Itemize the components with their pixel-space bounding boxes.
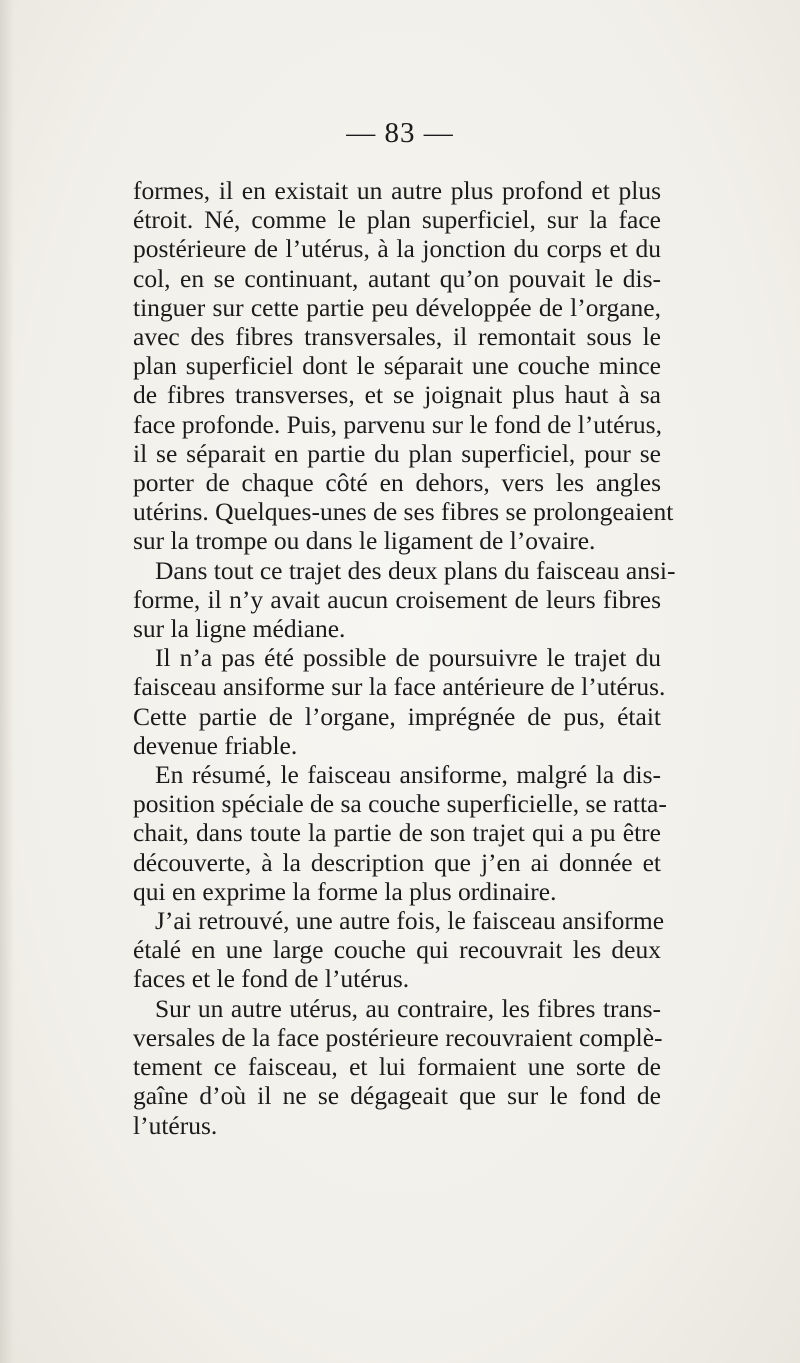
paragraph-3 [133,643,666,760]
page-edge-shadow [0,0,14,1363]
paragraph-1 [133,176,674,556]
text-line: l’utérus. [133,1110,218,1140]
paragraph-6 [133,994,661,1140]
text-line: il se séparait en partie du plan superficiel, pour se [133,438,661,468]
paragraph-4 [133,760,667,906]
text-line: J’ai retrouvé, une autre fois, le faisceau ansiforme [155,906,665,936]
text-line: chait, dans toute la partie de son trajet qui a pu être [133,818,661,848]
text-line: qui en exprime la forme la plus ordinaire. [133,876,557,906]
text-line: sur la ligne médiane. [133,614,346,644]
text-line: versales de la face postérieure recouvraient complè- [133,1022,663,1052]
text-line: tement ce faisceau, et lui formaient une sorte de [133,1052,661,1082]
text-line: étroit. Né, comme le plan superficiel, sur la face [133,205,661,235]
text-line: tinguer sur cette partie peu développée de l’organe, [133,292,661,322]
text-line: formes, il en existait un autre plus profond et plus [133,176,661,205]
text-line: plan superficiel dont le séparait une couche mince [133,351,661,381]
text-line: face profonde. Puis, parvenu sur le fond de l’utérus, [133,409,662,439]
paragraph-5 [133,906,665,994]
text-line: devenue friable. [133,730,298,760]
text-line: postérieure de l’utérus, à la jonction du corps et du [133,234,661,264]
text-line: porter de chaque côté en dehors, vers les angles [133,468,661,498]
paragraph-2 [133,555,676,644]
text-line: avec des fibres transversales, il remontait sous le [133,322,661,352]
page-number: — 83 — [346,117,454,149]
text-line: col, en se continuant, autant qu’on pouvait le dis- [133,263,661,293]
body-text [133,176,676,1140]
text-line: faisceau ansiforme sur la face antérieure de l’utérus. [133,672,666,702]
text-line: Dans tout ce trajet des deux plans du faisceau ansi- [155,555,676,585]
text-line: gaîne d’où il ne se dégageait que sur le fond de [133,1081,661,1111]
text-line: sur la trompe ou dans le ligament de l’ovaire. [133,526,596,556]
text-line: découverte, à la description que j’en ai donnée et [133,847,661,877]
text-line: utérins. Quelques-unes de ses fibres se prolongeaient [133,497,674,527]
text-line: forme, il n’y avait aucun croisement de leurs fibres [133,584,661,614]
text-line: Sur un autre utérus, au contraire, les fibres trans- [155,993,661,1023]
text-line: position spéciale de sa couche superficielle, se ratta- [133,789,667,819]
text-line: En résumé, le faisceau ansiforme, malgré la dis- [155,760,661,790]
text-line: Il n’a pas été possible de poursuivre le trajet du [155,643,661,673]
text-line: Cette partie de l’organe, imprégnée de pus, était [133,701,661,731]
text-line: faces et le fond de l’utérus. [133,964,410,994]
text-line: étalé en une large couche qui recouvrait les deux [133,935,661,965]
text-line: de fibres transverses, et se joignait plus haut à sa [133,380,661,410]
